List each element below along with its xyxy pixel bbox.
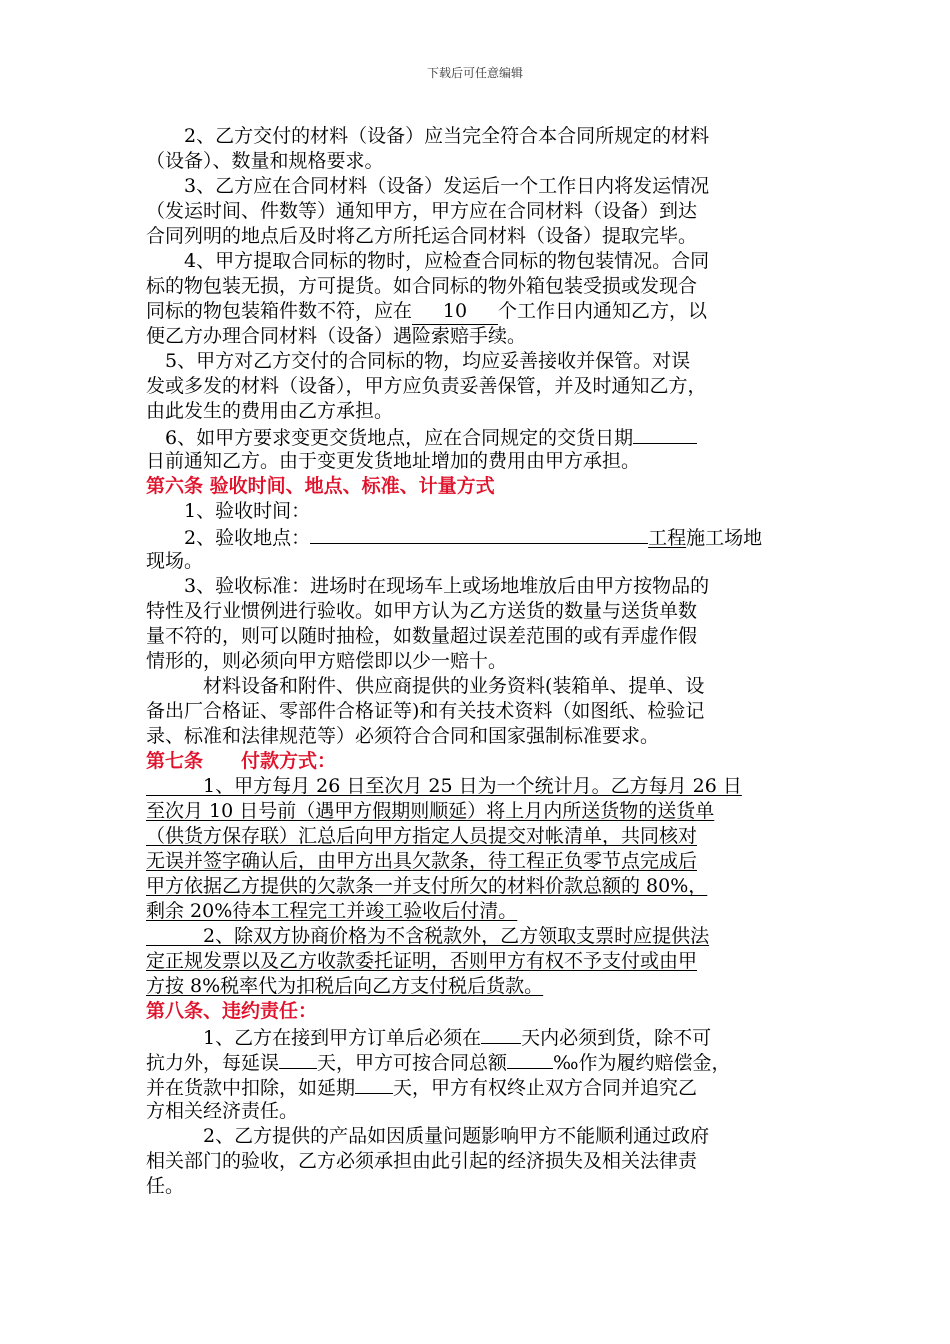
paragraph-line: 任。	[146, 1175, 185, 1197]
paragraph-line: 5、甲方对乙方交付的合同标的物，均应妥善接收并保管。对误	[146, 350, 691, 372]
paragraph-line: 便乙方办理合同材料（设备）遇险索赔手续。	[146, 325, 527, 347]
paragraph-line: （供货方保存联）汇总后向甲方指定人员提交对帐清单，共同核对	[146, 825, 698, 847]
text-segment: ‰作为履约赔偿金，	[553, 1052, 731, 1074]
location-blank	[310, 524, 648, 544]
paragraph-line: 录、标准和法律规范等）必须符合合同和国家强制标准要求。	[146, 725, 660, 747]
paragraph-line	[146, 1074, 806, 1099]
paragraph-line: 甲方依据乙方提供的欠款条一并支付所欠的材料价款总额的 80%，	[146, 875, 708, 897]
paragraph-line: 至次月 10 日号前（遇甲方假期则顺延）将上月内所送货物的送货单	[146, 800, 715, 822]
text-segment: 天，甲方可按合同总额	[317, 1052, 508, 1074]
paragraph-line	[146, 299, 806, 324]
paragraph-line: 方按 8%税率代为扣税后向乙方支付税后货款。	[146, 975, 544, 997]
paragraph-line	[146, 1049, 806, 1074]
text-segment: 2、验收地点：	[146, 527, 311, 549]
paragraph-line: 无误并签字确认后，由甲方出具欠款条，待工程正负零节点完成后	[146, 850, 698, 872]
paragraph-line: 现场。	[146, 550, 204, 572]
paragraph-line: （设备）、数量和规格要求。	[146, 150, 384, 172]
paragraph-line	[146, 1024, 806, 1049]
paragraph-line: 方相关经济责任。	[146, 1100, 299, 1122]
paragraph-line: 合同列明的地点后及时将乙方所托运合同材料（设备）提取完毕。	[146, 225, 698, 247]
paragraph-line: 4、甲方提取合同标的物时，应检查合同标的物包装情况。合同	[146, 250, 710, 272]
paragraph-line: 相关部门的验收，乙方必须承担由此引起的经济损失及相关法律责	[146, 1150, 698, 1172]
paragraph-line: 1、甲方每月 26 日至次月 25 日为一个统计月。乙方每月 26 日	[146, 775, 742, 797]
text-segment: 施工场地	[686, 527, 763, 549]
extension-days-blank	[355, 1074, 393, 1094]
paragraph-line: 剩余 20%待本工程完工并竣工验收后付清。	[146, 900, 518, 922]
paragraph-line: 2、乙方交付的材料（设备）应当完全符合本合同所规定的材料	[146, 125, 710, 147]
text-segment: 天内必须到货，除不可	[521, 1027, 712, 1049]
section-heading: 第八条、违约责任：	[146, 1000, 318, 1022]
text-segment: 6、如甲方要求变更交货地点，应在合同规定的交货日期	[146, 427, 634, 449]
paragraph-line	[146, 524, 806, 549]
section-heading: 第六条 验收时间、地点、标准、计量方式	[146, 475, 495, 497]
paragraph-line: 情形的，则必须向甲方赔偿即以少一赔十。	[146, 650, 508, 672]
text-segment: 1、乙方在接到甲方订单后必须在	[146, 1027, 482, 1049]
paragraph-line: 发或多发的材料（设备），甲方应负责妥善保管，并及时通知乙方，	[146, 375, 707, 397]
paragraph-line: 定正规发票以及乙方收款委托证明，否则甲方有权不予支付或由甲	[146, 950, 698, 972]
text-segment: 抗力外，每延误	[146, 1052, 280, 1074]
paragraph-line: 1、验收时间：	[146, 500, 311, 522]
paragraph-line: 2、乙方提供的产品如因质量问题影响甲方不能顺利通过政府	[146, 1125, 710, 1147]
text-segment: 个工作日内通知乙方，以	[498, 300, 708, 322]
paragraph-line: 2、除双方协商价格为不含税款外，乙方领取支票时应提供法	[146, 925, 710, 947]
document-body	[146, 124, 806, 1199]
delay-days-blank	[279, 1049, 317, 1069]
paragraph-line: 由此发生的费用由乙方承担。	[146, 400, 394, 422]
delivery-date-blank	[633, 424, 697, 444]
paragraph-line: 量不符的，则可以随时抽检，如数量超过误差范围的或有弄虚作假	[146, 625, 698, 647]
paragraph-line: 3、验收标准：进场时在现场车上或场地堆放后由甲方按物品的	[146, 575, 710, 597]
delivery-days-blank	[481, 1024, 521, 1044]
paragraph-line: 标的物包装无损，方可提货。如合同标的物外箱包装受损或发现合	[146, 275, 698, 297]
section-heading: 第七条 付款方式：	[146, 750, 337, 772]
paragraph-line: 3、乙方应在合同材料（设备）发运后一个工作日内将发运情况	[146, 175, 710, 197]
paragraph-line: 特性及行业惯例进行验收。如甲方认为乙方送货的数量与送货单数	[146, 600, 698, 622]
text-segment: 天，甲方有权终止双方合同并追究乙	[393, 1077, 698, 1099]
text-segment: 并在货款中扣除，如延期	[146, 1077, 356, 1099]
text-segment: 同标的物包装箱件数不符，应在	[146, 300, 413, 322]
notice-days-field: 10	[412, 299, 498, 325]
penalty-rate-blank	[507, 1049, 553, 1069]
page-header: 下载后可任意编辑	[426, 66, 523, 80]
paragraph-line: （发运时间、件数等）通知甲方，甲方应在合同材料（设备）到达	[146, 200, 698, 222]
paragraph-line: 材料设备和附件、供应商提供的业务资料(装箱单、提单、设	[146, 675, 705, 697]
paragraph-line: 备出厂合格证、零部件合格证等)和有关技术资料（如图纸、检验记	[146, 700, 705, 722]
text-segment: 工程	[648, 527, 687, 549]
paragraph-line	[146, 424, 806, 449]
paragraph-line: 日前通知乙方。由于变更发货地址增加的费用由甲方承担。	[146, 450, 641, 472]
